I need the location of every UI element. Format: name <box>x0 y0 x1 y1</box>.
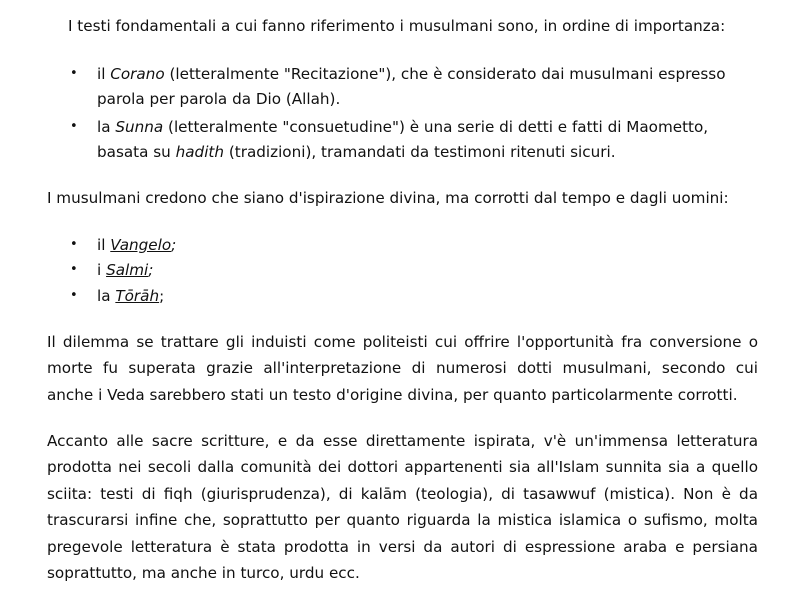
paragraph-line: prodotta nei secoli dalla comunità dei dottori appartenenti sia all'Islam sunnita sia a quello <box>47 458 758 476</box>
item-prefix: la <box>97 287 116 305</box>
bullet-icon: • <box>70 66 78 81</box>
paragraph-line: trascurarsi infine che, soprattutto per quanto riguarda la mistica islamica o sufismo, molta <box>47 511 758 529</box>
bullet-icon: • <box>70 119 78 134</box>
link-vangelo[interactable]: Vangelo <box>110 236 172 254</box>
list-item-vangelo <box>97 234 176 256</box>
item-prefix: il <box>97 65 111 83</box>
intro-line: I testi fondamentali a cui fanno riferimento i musulmani sono, in ordine di importanza: <box>68 17 726 35</box>
paragraph-line: soprattutto, ma anche in turco, urdu ecc. <box>47 564 360 582</box>
item-suffix: ; <box>159 287 165 305</box>
list-item-salmi <box>97 259 153 281</box>
bullet-icon: • <box>70 288 78 303</box>
item-text: (letteralmente "consuetudine") è una serie di detti e fatti di Maometto, <box>163 118 709 136</box>
term-hadith: hadith <box>175 143 224 161</box>
item-prefix: i <box>97 261 107 279</box>
item-prefix: il <box>97 236 111 254</box>
paragraph-line: morte fu superata grazie all'interpretazione di numerosi dotti musulmani, secondo cui <box>47 359 758 377</box>
list-item-sunna <box>97 116 708 138</box>
paragraph-line: pregevole letteratura è stata prodotta in versi da autori di espressione araba e persiana <box>47 538 758 556</box>
item-text: (letteralmente "Recitazione"), che è considerato dai musulmani espresso <box>164 65 726 83</box>
paragraph-line: anche i Veda sarebbero stati un testo d'origine divina, per quanto particolarmente corrotti. <box>47 386 738 404</box>
paragraph-line: Accanto alle sacre scritture, e da esse direttamente ispirata, v'è un'immensa letteratura <box>47 432 758 450</box>
bullet-icon: • <box>70 262 78 277</box>
item-text: basata su <box>97 143 176 161</box>
item-suffix: ; <box>171 236 177 254</box>
list-item-corano <box>97 63 725 85</box>
list-item-torah <box>97 285 164 307</box>
list-item-corano-continued: parola per parola da Dio (Allah). <box>97 90 341 108</box>
item-suffix: ; <box>148 261 154 279</box>
corrupted-intro-line: I musulmani credono che siano d'ispirazione divina, ma corrotti dal tempo e dagli uomini: <box>47 189 729 207</box>
paragraph-line: sciita: testi di fiqh (giurisprudenza), di kalām (teologia), di tasawwuf (mistica). Non è da <box>47 485 758 503</box>
bullet-icon: • <box>70 237 78 252</box>
link-torah[interactable]: Tōrāh <box>115 287 160 305</box>
term-sunna: Sunna <box>115 118 164 136</box>
term-corano: Corano <box>110 65 165 83</box>
link-salmi[interactable]: Salmi <box>106 261 149 279</box>
list-item-sunna-continued <box>97 141 616 163</box>
item-prefix: la <box>97 118 116 136</box>
item-text: (tradizioni), tramandati da testimoni ritenuti sicuri. <box>224 143 616 161</box>
paragraph-line: Il dilemma se trattare gli induisti come politeisti cui offrire l'opportunità fra conversione o <box>47 333 758 351</box>
